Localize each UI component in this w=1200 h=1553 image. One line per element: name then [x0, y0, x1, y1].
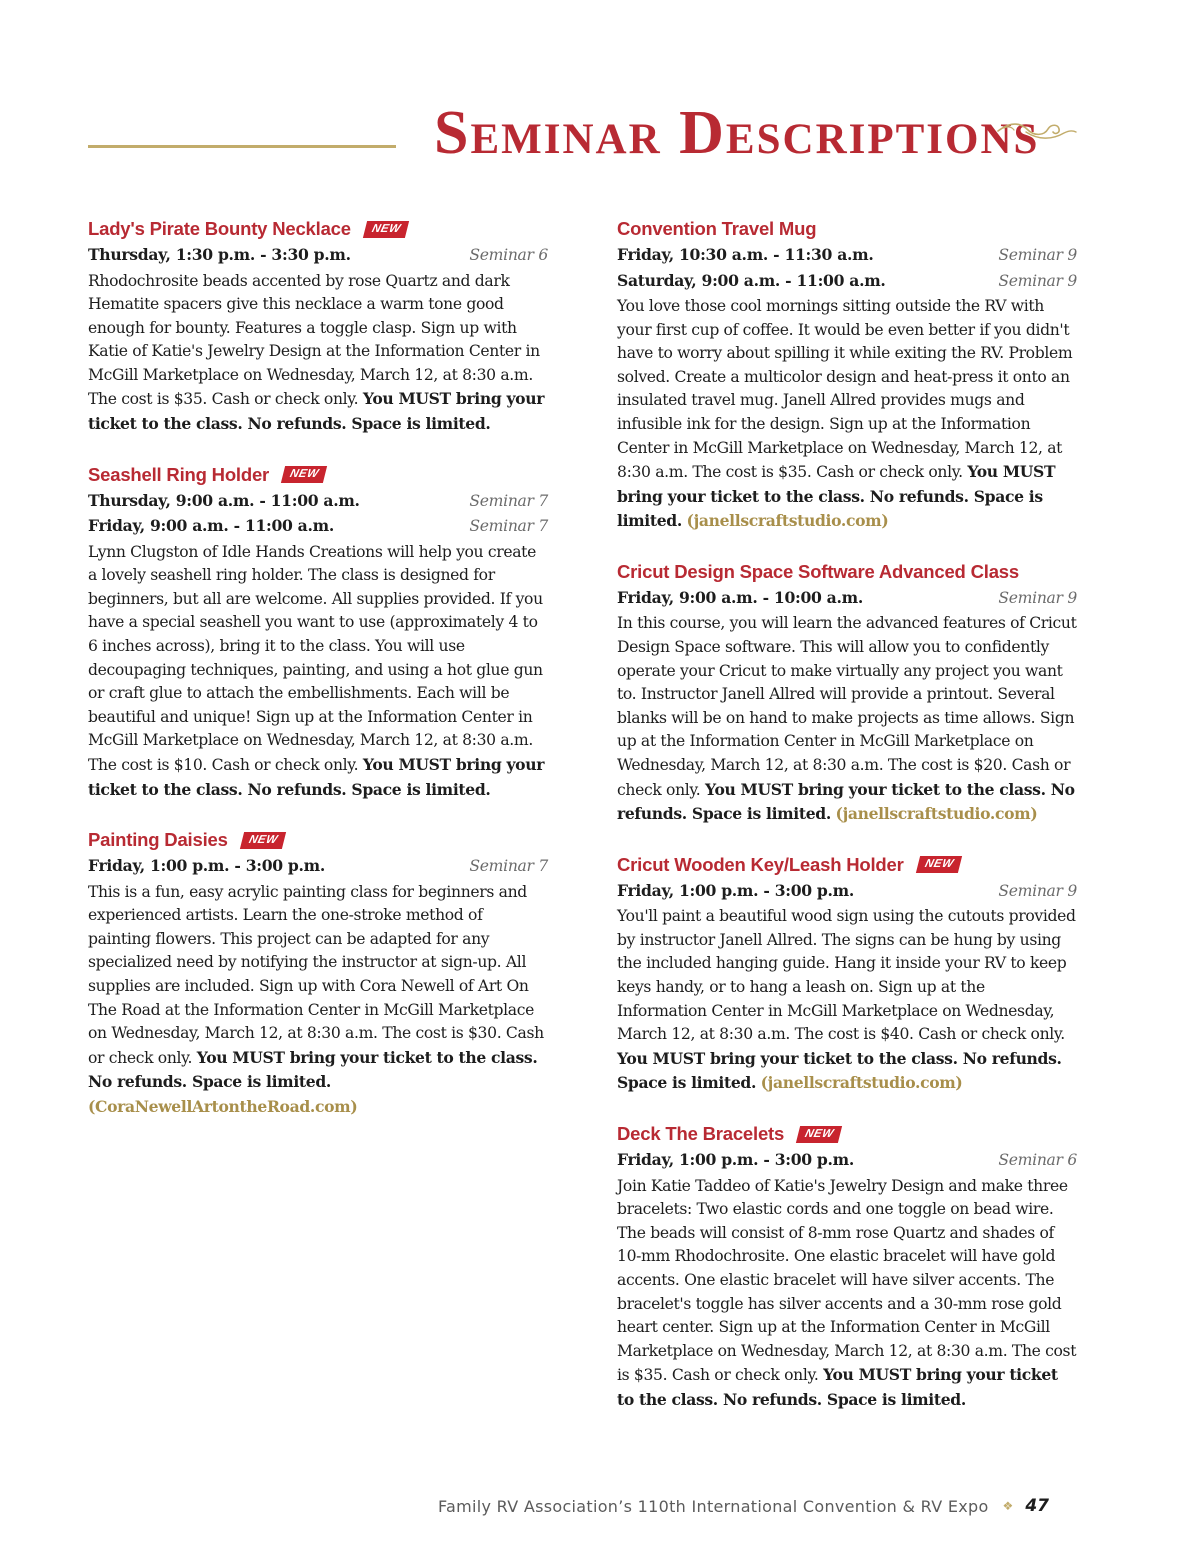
seminar-title-row [88, 216, 548, 242]
seminar-title-row [88, 827, 548, 853]
seminar-title: Seashell Ring Holder [88, 463, 270, 485]
ticket-notice: You MUST bring your ticket to the class. No refunds. Space is limited. [88, 755, 545, 799]
seminar-sessions [88, 853, 548, 879]
page-footer [438, 1494, 1049, 1518]
ticket-notice: You MUST bring your ticket to the class. No refunds. Space is limited. [617, 1048, 1062, 1093]
seminar-sessions [617, 585, 1077, 611]
session-row [617, 585, 1077, 611]
session-row [617, 268, 1077, 294]
description-text: You love those cool mornings sitting outside the RV with your first cup of coffee. It would be even better if you didn't have to worry about spilling it while exiting the RV. Problem solved. Create a multicolor design and heat-press it onto an insulated travel mug. Janell Allred provides mugs and infusible ink for the design. Sign up at the Information Center in McGill Marketplace on Wednesday, March 12, at 8:30 a.m. The cost is $35. Cash or check only. [617, 297, 1073, 482]
seminar-title: Lady's Pirate Bounty Necklace [88, 218, 351, 239]
session-time: Saturday, 9:00 a.m. - 11:00 a.m. [617, 270, 886, 290]
new-badge: NEW [916, 856, 963, 873]
website-link[interactable]: (janellscraftstudio.com) [835, 804, 1038, 824]
seminar-room: Seminar 7 [469, 491, 548, 510]
session-time: Friday, 9:00 a.m. - 10:00 a.m. [617, 587, 863, 607]
seminar-title-row [617, 852, 1077, 878]
ticket-notice: You MUST bring your ticket to the class. No refunds. Space is limited. [88, 1047, 538, 1092]
description-text: In this course, you will learn the advanced features of Cricut Design Space software. This will allow you to confidently operate your Cricut to make virtually any project you want to. Instructor Janell Allred will provide a printout. Several blanks will be on hand to make projects as time allows. Sign up at the Information Center in McGill Marketplace on Wednesday, March 12, at 8:30 a.m. The cost is $20. Cash or check only. [617, 614, 1077, 799]
footer-publication-title: Family RV Association’s 110th International Convention & RV Expo [438, 1496, 989, 1516]
seminar-entry [617, 559, 1077, 827]
website-link[interactable]: (janellscraftstudio.com) [760, 1073, 963, 1093]
page-title: Seminar Descriptions [434, 99, 1040, 167]
session-row [88, 488, 548, 514]
session-time: Thursday, 1:30 p.m. - 3:30 p.m. [88, 245, 351, 264]
seminar-title: Painting Daisies [88, 829, 228, 851]
seminar-entry [88, 216, 548, 437]
seminar-sessions [88, 488, 548, 539]
seminar-description [617, 1175, 1077, 1413]
seminar-sessions [617, 1147, 1077, 1173]
seminar-room: Seminar 6 [998, 1151, 1077, 1170]
new-badge: NEW [363, 221, 410, 238]
seminar-title-row [617, 1121, 1077, 1147]
header-rule [88, 145, 396, 148]
seminar-entry [617, 216, 1077, 534]
seminar-entry [617, 1121, 1077, 1412]
session-time: Friday, 1:00 p.m. - 3:00 p.m. [88, 856, 325, 876]
seminar-sessions [617, 878, 1077, 904]
seminar-title: Cricut Design Space Software Advanced Class [617, 560, 1019, 582]
left-column [88, 216, 548, 1145]
session-time: Thursday, 9:00 a.m. - 11:00 a.m. [88, 490, 360, 510]
session-row [88, 242, 548, 268]
seminar-sessions [617, 242, 1077, 293]
description-text: Join Katie Taddeo of Katie's Jewelry Design and make three bracelets: Two elastic cords and one toggle on bead wire. The beads will consist of 8-mm rose Quartz and shades of 10-mm Rhodochrosite. One elastic bracelet will have gold accents. One elastic bracelet will have silver accents. The bracelet's toggle has silver accents and a 30-mm rose gold heart center. Sign up at the Information Center in McGill Marketplace on Wednesday, March 12, at 8:30 a.m. The cost is $35. Cash or check only. [617, 1176, 1077, 1385]
seminar-entry [88, 462, 548, 803]
seminar-description [617, 295, 1077, 534]
seminar-description [617, 905, 1077, 1096]
diamond-ornament-icon: ❖ [1002, 1499, 1014, 1513]
website-link[interactable]: (CoraNewellArtontheRoad.com) [88, 1097, 358, 1117]
description-text: This is a fun, easy acrylic painting class for beginners and experienced artists. Learn the one-stroke method of painting flowers. This project can be adapted for any specialized need by notifying the instructor at sign-up. All supplies are included. Sign up with Cora Newell of Art On The Road at the Information Center in McGill Marketplace on Wednesday, March 12, at 8:30 a.m. The cost is $30. Cash or check only. [88, 882, 544, 1067]
description-text: Lynn Clugston of Idle Hands Creations will help you create a lovely seashell ring holder. The class is designed for beginners, but all are welcome. All supplies provided. If you have a special seashell you want to use (approximately 4 to 6 inches across), bring it to the class. You will use decoupaging techniques, painting, and using a hot glue gun or craft glue to attach the embellishments. Each will be beautiful and unique! Sign up at the Information Center in McGill Marketplace on Wednesday, March 12, at 8:30 a.m. The cost is $10. Cash or check only. [88, 542, 543, 774]
seminar-title: Cricut Wooden Key/Leash Holder [617, 853, 904, 875]
description-text: You'll paint a beautiful wood sign using the cutouts provided by instructor Janell Allred. The signs can be hung by using the included hanging guide. Hang it inside your RV to keep keys handy, or to hang a leash on. Sign up at the Information Center in McGill Marketplace on Wednesday, March 12, at 8:30 a.m. The cost is $40. Cash or check only. [617, 907, 1076, 1044]
seminar-sessions [88, 242, 548, 268]
seminar-room: Seminar 9 [998, 881, 1077, 900]
seminar-description [617, 612, 1077, 826]
seminar-title: Deck The Bracelets [617, 1123, 785, 1145]
session-row [88, 853, 548, 879]
right-column [617, 216, 1077, 1437]
page-number: 47 [1025, 1496, 1049, 1516]
session-row [617, 1147, 1077, 1173]
session-row [88, 513, 548, 539]
ticket-notice: You MUST bring your ticket to the class. No refunds. Space is limited. [617, 462, 1056, 531]
seminar-room: Seminar 9 [998, 588, 1077, 607]
seminar-title: Convention Travel Mug [617, 218, 817, 239]
flourish-ornament-icon [996, 118, 1078, 144]
seminar-room: Seminar 9 [998, 246, 1077, 264]
seminar-room: Seminar 7 [469, 517, 548, 536]
session-time: Friday, 9:00 a.m. - 11:00 a.m. [88, 516, 334, 536]
seminar-entry [88, 827, 548, 1119]
seminar-title-row [617, 216, 1077, 242]
description-text: Rhodochrosite beads accented by rose Quartz and dark Hematite spacers give this necklace a warm tone good enough for bounty. Features a toggle clasp. Sign up with Katie of Katie's Jewelry Design at the Information Center in McGill Marketplace on Wednesday, March 12, at 8:30 a.m. The cost is $35. Cash or check only. [88, 271, 540, 409]
ticket-notice: You MUST bring your ticket to the class. No refunds. Space is limited. [617, 779, 1075, 824]
ticket-notice: You MUST bring your ticket to the class. No refunds. Space is limited. [88, 389, 545, 434]
seminar-room: Seminar 9 [998, 271, 1077, 290]
ticket-notice: You MUST bring your ticket to the class. No refunds. Space is limited. [617, 1365, 1058, 1409]
seminar-title-row [617, 559, 1077, 585]
seminar-description [88, 270, 548, 437]
session-time: Friday, 1:00 p.m. - 3:00 p.m. [617, 1150, 854, 1170]
seminar-entry [617, 852, 1077, 1096]
session-row [617, 878, 1077, 904]
session-row [617, 242, 1077, 268]
new-badge: NEW [281, 466, 328, 483]
website-link[interactable]: (janellscraftstudio.com) [686, 511, 889, 531]
new-badge: NEW [240, 832, 287, 849]
seminar-description [88, 541, 548, 803]
seminar-title-row [88, 462, 548, 488]
new-badge: NEW [796, 1126, 843, 1143]
session-time: Friday, 1:00 p.m. - 3:00 p.m. [617, 880, 854, 900]
session-time: Friday, 10:30 a.m. - 11:30 a.m. [617, 245, 874, 264]
seminar-description [88, 881, 548, 1120]
seminar-room: Seminar 6 [469, 246, 548, 264]
seminar-room: Seminar 7 [469, 857, 548, 876]
